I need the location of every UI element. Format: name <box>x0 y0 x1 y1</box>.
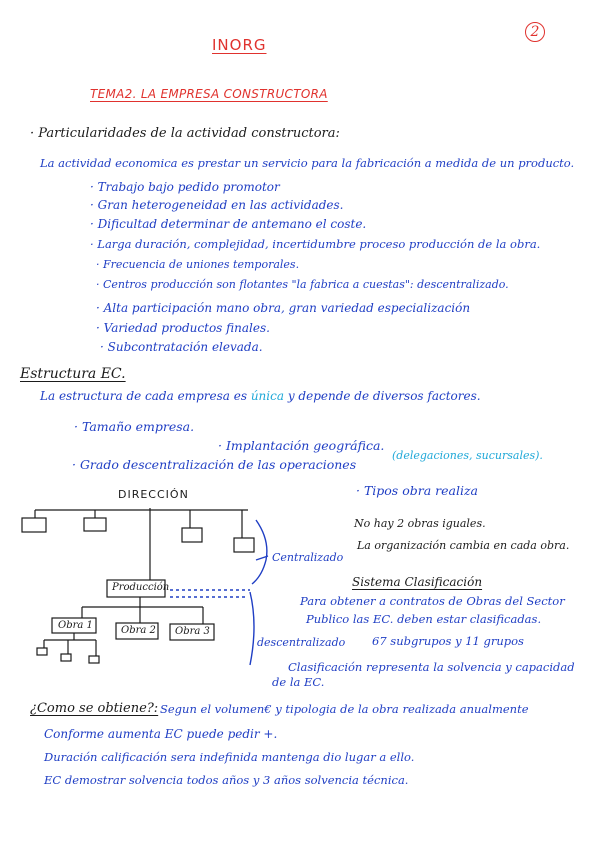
sistema-line: Publico las EC. deben estar clasificadas. <box>306 612 542 626</box>
estructura-intro-b: única <box>250 389 284 403</box>
bullet-item: · Centros producción son flotantes "la fabrica a cuestas": descentralizado. <box>96 278 509 291</box>
diagram-node-direccion: DIRECCIÓN <box>118 488 189 501</box>
bullet-item: · Larga duración, complejidad, incertidumbre proceso producción de la obra. <box>90 237 541 251</box>
como-question: ¿Como se obtiene?: <box>30 701 159 716</box>
page-title: INORG <box>212 36 267 54</box>
estructura-intro-a: La estructura de cada empresa es <box>40 389 247 403</box>
bullet-item: · Gran heterogeneidad en las actividades. <box>90 198 344 212</box>
sistema-line: 67 subgrupos y 11 grupos <box>372 634 524 648</box>
diagram-node-obra: Obra 3 <box>175 626 210 637</box>
bullet-item: · Trabajo bajo pedido promotor <box>90 180 280 194</box>
como-answer: Segun el volumen€ y tipologia de la obra realizada anualmente <box>160 702 529 716</box>
bullet-item: · Alta participación mano obra, gran variedad especialización <box>96 301 471 315</box>
diagram-node-produccion: Producción <box>112 582 170 593</box>
sistema-line: de la EC. <box>272 675 325 689</box>
factor-tamano: · Tamaño empresa. <box>74 419 195 434</box>
page-number: 2 <box>525 22 545 42</box>
note-line: No hay 2 obras iguales. <box>354 517 486 530</box>
factor-implantacion-note: (delegaciones, sucursales). <box>392 449 543 462</box>
diagram-label-centralizado: Centralizado <box>272 551 344 564</box>
como-line: Conforme aumenta EC puede pedir +. <box>44 727 278 741</box>
bullet-item: · Frecuencia de uniones temporales. <box>96 258 300 271</box>
section-heading-particularidades: · Particularidades de la actividad constructora: <box>30 126 340 141</box>
topic-heading: TEMA2. LA EMPRESA CONSTRUCTORA <box>90 87 328 101</box>
note-line: La organización cambia en cada obra. <box>357 539 570 552</box>
factor-implantacion: · Implantación geográfica. <box>218 438 385 453</box>
diagram-node-obra: Obra 1 <box>58 620 93 631</box>
bullet-item: · Variedad productos finales. <box>96 321 270 335</box>
sistema-heading: Sistema Clasificación <box>352 575 483 589</box>
estructura-intro-c: y depende de diversos factores. <box>287 389 481 403</box>
bullet-item: · Subcontratación elevada. <box>100 340 263 354</box>
factor-tipos: · Tipos obra realiza <box>356 483 478 498</box>
sistema-line: Clasificación representa la solvencia y capacidad <box>288 660 575 674</box>
diagram-node-obra: Obra 2 <box>121 625 156 636</box>
diagram-label-descentralizado: descentralizado <box>257 636 346 649</box>
section-heading-estructura: Estructura EC. <box>20 366 126 382</box>
como-line: Duración calificación sera indefinida mantenga dio lugar a ello. <box>44 750 415 764</box>
sistema-line: Para obtener a contratos de Obras del Sector <box>300 594 565 608</box>
bullet-item: · Dificultad determinar de antemano el coste. <box>90 217 367 231</box>
como-line: EC demostrar solvencia todos años y 3 años solvencia técnica. <box>44 773 409 787</box>
factor-grado: · Grado descentralización de las operaciones <box>72 457 357 472</box>
particularidades-intro: La actividad economica es prestar un servicio para la fabricación a medida de un producto. <box>40 156 575 170</box>
